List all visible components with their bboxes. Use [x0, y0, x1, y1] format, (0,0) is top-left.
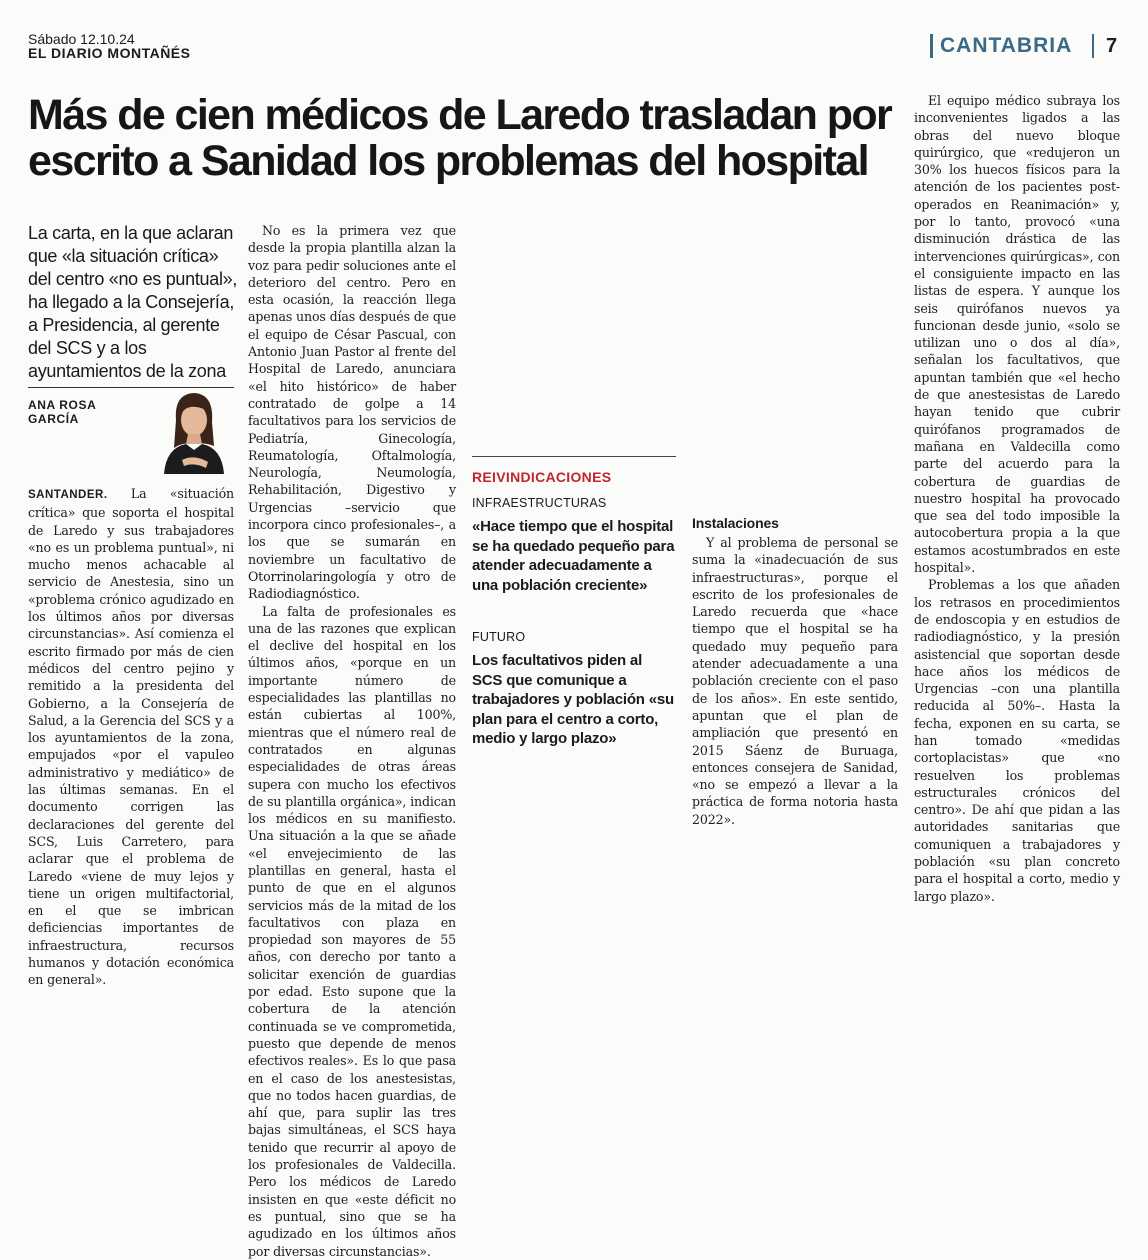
article-paragraph-3: La falta de profesionales es una de las razones que explican el declive del hospital en los últimos años, «porque en un importante número de especialidades las plantillas no están cubiertas al 100%, mientras que el número real de contratados en algunas especialidades de otras áreas supera con mucho los efectivos de su plantilla orgánica», indican los médicos en su manifiesto. Una situación a la que se añade «el envejecimiento de las plantillas en general, hasta el punto de que en el algunos servicios más de la mitad de los facultativos con plaza en propiedad son mayores de 55 años, con derecho por tanto a solicitar exención de guardias por edad. Esto supone que la cobertura de la atención continuada se ve comprometida, puesto que depende de menos efectivos reales». Es lo que pasa en el caso de los anestesistas, que no todos hacen guardias, de ahí que, para suplir las tres bajas simultáneas, el SCS haya tenido que recurrir al apoyo de los profesionales de Valdecilla. Pero los médicos de Laredo insisten en que «este déficit no es puntual, sino que se ha agudizado en los últimos años por diversas circunstancias».	[248, 603, 456, 1259]
article-subhead: La carta, en la que aclaran que «la situación crítica» del centro «no es puntual», ha llegado a la Consejería, a Presidencia, al gerente del SCS y a los ayuntamientos de la zona	[28, 223, 238, 381]
article-paragraph-6: Problemas a los que añaden los retrasos en procedimientos de endoscopia y en estudios de radiodiagnóstico, y la presión asistencial que soportan desde hace años los médicos de Urgencias –con una plantilla reducida al 50%–. Hasta la fecha, exponen en su carta, se han tomado «medidas cortoplacistas» que «no resuelven los problemas estructurales crónicos del centro». De ahí que pidan a las autoridades sanitarias que comuniquen a trabajadores y población «su plan concreto para el hospital a corto, medio y largo plazo».	[914, 577, 1120, 904]
article-column-4-installations	[692, 514, 898, 828]
sidebar-quote-2: Los facultativos piden al SCS que comunique a trabajadores y población «su plan para el centro a corto, medio y largo plazo»	[472, 652, 674, 747]
section-divider-left	[930, 34, 933, 58]
byline-divider	[28, 387, 234, 388]
subsection-heading: Instalaciones	[692, 515, 779, 531]
page-number: 7	[1106, 35, 1118, 57]
article-headline: Más de cien médicos de Laredo trasladan por escrito a Sanidad los problemas del hospital	[28, 91, 892, 185]
sidebar-title: REIVINDICACIONES	[472, 469, 612, 485]
newspaper-name: EL DIARIO MONTAÑÉS	[28, 45, 191, 61]
sidebar-divider	[472, 456, 676, 457]
sidebar-quote-1: «Hace tiempo que el hospital se ha quedado pequeño para atender adecuadamente a una población creciente»	[472, 518, 675, 594]
author-byline: ANA ROSA GARCÍA	[28, 398, 96, 426]
article-paragraph-1: La «situación crítica» que soporta el hospital de Laredo y sus trabajadores «no es un problema puntual», ni mucho menos achacable al servicio de Anestesia, sino un «problema crónico agudizado en los últimos años por diversas circunstancias». Así comienza el escrito firmado por más de cien médicos del centro pejino y remitido a la presidenta del Gobierno, a la Consejería de Salud, a la Gerencia del SCS y a los ayuntamientos de la zona, empujados «por el vapuleo administrativo y mediático» de las últimas semanas. En el documento corrigen las declaraciones del gerente del SCS, Luis Carretero, para aclarar que el problema de Laredo «viene de muy lejos y tiene un origen multifactorial, en el que se imbrican deficiencias importantes de infraestructura, recursos humanos y dotación económica en general».	[28, 486, 235, 988]
section-divider-right	[1092, 34, 1094, 58]
author-photo	[148, 390, 238, 474]
article-paragraph-4: Y al problema de personal se suma la «inadecuación de sus infraestructuras», porque el escrito de los profesionales de Laredo recuerda que «hace tiempo que el hospital se ha quedado muy pequeño para atender adecuadamente a una población creciente con el paso de los años». En este sentido, apuntan que el plan de ampliación que presentó en 2015 Sáenz de Buruaga, entonces consejera de Sanidad, «no se empezó a llevar a la práctica de forma notoria hasta 2022».	[692, 535, 898, 827]
article-paragraph-2: No es la primera vez que desde la propia plantilla alzan la voz para pedir soluciones ante el deterioro del centro. Pero en esta ocasión, la reacción llega apenas unos días después de que el equipo de César Pascual, con Antonio Juan Pastor al frente del Hospital de Laredo, anunciara «el hito histórico» de haber contratado de golpe a 14 facultativos para los servicios de Pediatría, Ginecología, Reumatología, Oftalmología, Neurología, Neumología, Rehabilitación, Digestivo y Urgencias –servicio que incorpora cinco profesionales–, a los que se sumarán en noviembre un facultativo de Otorrinolaringología y otro de Radiodiagnóstico.	[248, 223, 457, 602]
section-title: CANTABRIA	[940, 34, 1073, 57]
article-column-1	[28, 485, 234, 989]
sidebar-label-future: FUTURO	[472, 630, 526, 644]
article-column-5	[914, 92, 1120, 905]
sidebar-label-infrastructure: INFRAESTRUCTURAS	[472, 496, 607, 510]
issue-date: Sábado 12.10.24	[28, 31, 135, 47]
article-paragraph-5: El equipo médico subraya los inconvenientes ligados a las obras del nuevo bloque quirúrgico, que «redujeron un 30% los huecos físicos para la atención de los pacientes post-operados en Reanimación» y, por lo tanto, provocó «una disminución drástica de las intervenciones quirúrgicas», con el consiguiente impacto en las listas de espera. Y aunque los seis quirófanos nuevos ya funcionan desde junio, «solo se utilizan uno o dos al día», señalan los facultativos, que apuntan también que «el hecho de que anestesistas de Laredo hayan tenido que cubrir quirófanos programados de mañana en Valdecilla como parte del acuerdo para la cobertura de guardias de nuestro hospital ha provocado que sea del todo imposible la autocobertura propia a la que estamos acostumbrados en este hospital».	[914, 93, 1120, 576]
article-column-2	[248, 222, 456, 1260]
dateline-city: SANTANDER.	[28, 489, 108, 501]
